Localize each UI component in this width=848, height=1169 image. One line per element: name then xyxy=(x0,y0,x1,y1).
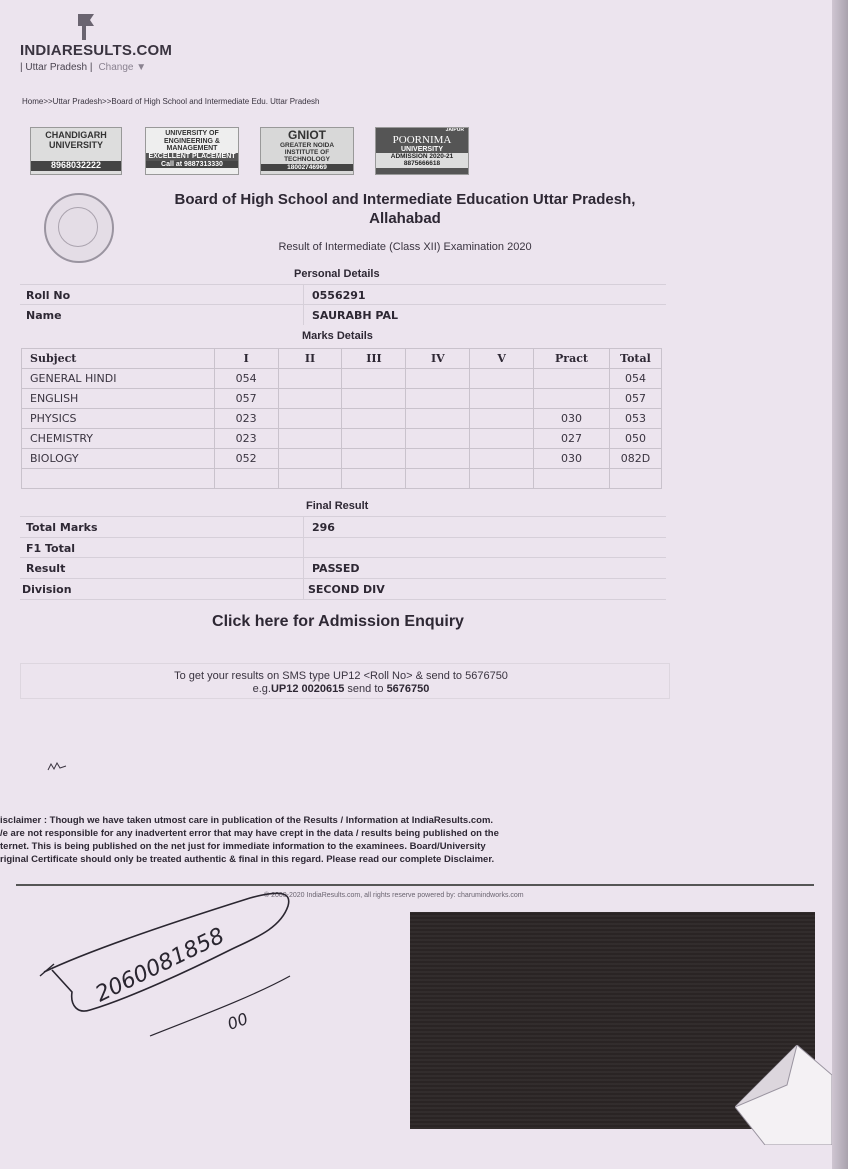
table-row xyxy=(22,449,662,469)
subject-cell: GENERAL HINDI xyxy=(22,369,215,389)
mark-iii-cell xyxy=(342,409,406,429)
pract-cell: 030 xyxy=(534,409,610,429)
division-label: Division xyxy=(22,583,72,596)
sms-example-code: UP12 0020615 xyxy=(270,683,345,695)
mark-iv-cell xyxy=(406,449,470,469)
disclaimer-text xyxy=(0,814,600,866)
ad-phone: 18002746969 xyxy=(261,164,353,171)
f1-total-label: F1 Total xyxy=(26,542,76,555)
col-pract: Pract xyxy=(534,349,610,369)
mark-v-cell xyxy=(470,449,534,469)
ad-text: ENGINEERING & xyxy=(163,137,220,145)
f1-total-row xyxy=(20,537,666,558)
breadcrumb[interactable]: Home>>Uttar Pradesh>>Board of High School and Intermediate Edu. Uttar Pradesh xyxy=(22,97,320,106)
col-iii: III xyxy=(342,349,406,369)
mark-ii-cell xyxy=(278,389,342,409)
col-ii: II xyxy=(278,349,342,369)
marks-table xyxy=(21,348,662,489)
ad-text: INSTITUTE OF xyxy=(284,149,330,157)
pract-cell: 030 xyxy=(534,449,610,469)
ad-text: TECHNOLOGY xyxy=(284,156,330,164)
sms-info-box xyxy=(20,663,670,699)
final-result-heading: Final Result xyxy=(306,500,369,512)
table-row-empty xyxy=(22,469,662,489)
result-value: PASSED xyxy=(312,562,360,575)
result-row xyxy=(20,557,666,578)
ad-banner-gniot[interactable] xyxy=(260,127,354,175)
site-logo[interactable]: INDIARESULTS.COM xyxy=(20,42,173,59)
folded-paper-corner-icon xyxy=(735,1045,832,1145)
mark-v-cell xyxy=(470,429,534,449)
pract-cell: 027 xyxy=(534,429,610,449)
board-title-line1: Board of High School and Intermediate Education Uttar Pradesh, xyxy=(174,191,636,208)
mark-iv-cell xyxy=(406,389,470,409)
ad-text: UNIVERSITY OF xyxy=(165,130,219,137)
ad-banner-uem[interactable] xyxy=(145,127,239,175)
mark-v-cell xyxy=(470,409,534,429)
sms-example-mid: send to xyxy=(344,683,387,695)
mark-i-cell: 054 xyxy=(214,369,278,389)
mark-ii-cell xyxy=(278,449,342,469)
ad-text: EXCELLENT PLACEMENT xyxy=(146,153,238,161)
handwritten-mark: 00 xyxy=(224,1008,251,1034)
empty-cell xyxy=(22,469,215,489)
sms-example xyxy=(21,683,661,695)
subject-cell: CHEMISTRY xyxy=(22,429,215,449)
ad-text: UNIVERSITY xyxy=(48,139,103,150)
roll-label: Roll No xyxy=(26,289,71,302)
ad-text: POORNIMA xyxy=(392,133,452,146)
ad-phone: 8968032222 xyxy=(31,161,121,171)
up-board-seal-icon xyxy=(44,193,114,263)
mark-i-cell: 052 xyxy=(214,449,278,469)
mark-iii-cell xyxy=(342,429,406,449)
empty-cell xyxy=(609,469,661,489)
pract-cell xyxy=(534,369,610,389)
empty-cell xyxy=(342,469,406,489)
total-cell: 057 xyxy=(609,389,661,409)
col-total: Total xyxy=(609,349,661,369)
mark-v-cell xyxy=(470,369,534,389)
mark-i-cell: 023 xyxy=(214,429,278,449)
ad-banner-chandigarh[interactable] xyxy=(30,127,122,175)
mark-v-cell xyxy=(470,389,534,409)
ad-text: JAIPUR xyxy=(445,127,464,133)
change-region-link[interactable]: Change ▼ xyxy=(98,62,147,73)
table-row xyxy=(22,369,662,389)
total-cell: 053 xyxy=(609,409,661,429)
personal-details-heading: Personal Details xyxy=(294,268,380,280)
mark-iv-cell xyxy=(406,369,470,389)
mark-ii-cell xyxy=(278,409,342,429)
site-logo-icon xyxy=(76,12,96,42)
col-v: V xyxy=(470,349,534,369)
name-label: Name xyxy=(26,309,62,322)
col-subject: Subject xyxy=(22,349,215,369)
ad-text: GREATER NOIDA xyxy=(279,142,335,150)
mark-i-cell: 023 xyxy=(214,409,278,429)
name-value: SAURABH PAL xyxy=(312,309,399,322)
table-row xyxy=(22,409,662,429)
disclaimer-line: riginal Certificate should only be treated authentic & final in this regard. Please read our complete Disclaimer. xyxy=(0,854,495,865)
division-value: SECOND DIV xyxy=(308,583,385,596)
marks-header-row xyxy=(22,349,662,369)
sms-example-prefix: e.g. xyxy=(252,683,271,695)
empty-cell xyxy=(214,469,278,489)
mark-iii-cell xyxy=(342,389,406,409)
total-marks-value: 296 xyxy=(312,521,335,534)
total-cell: 082D xyxy=(609,449,661,469)
col-iv: IV xyxy=(406,349,470,369)
division-row xyxy=(20,578,666,600)
ad-text: GNIOT xyxy=(288,128,326,142)
disclaimer-line: ternet. This is being published on the net just for immediate information to the examinees. Board/University xyxy=(0,841,486,852)
board-title-line2: Allahabad xyxy=(369,210,441,227)
sms-instructions: To get your results on SMS type UP12 <Roll No> & send to 5676750 xyxy=(174,670,508,682)
subject-cell: PHYSICS xyxy=(22,409,215,429)
ad-phone: 8875666618 xyxy=(376,160,468,167)
ad-text: MANAGEMENT xyxy=(166,145,218,153)
page-edge-shadow xyxy=(832,0,848,1169)
subject-cell: ENGLISH xyxy=(22,389,215,409)
pen-tick-mark-icon xyxy=(46,760,70,774)
table-row xyxy=(22,389,662,409)
mark-iii-cell xyxy=(342,369,406,389)
empty-cell xyxy=(406,469,470,489)
mark-iv-cell xyxy=(406,429,470,449)
mark-iii-cell xyxy=(342,449,406,469)
subject-cell: BIOLOGY xyxy=(22,449,215,469)
empty-cell xyxy=(470,469,534,489)
ad-phone: Call at 9887313330 xyxy=(146,161,238,169)
copyright-text: © 2000-2020 IndiaResults.com, all rights reserve powered by: charumindworks.com xyxy=(264,892,524,899)
mark-ii-cell xyxy=(278,429,342,449)
admission-enquiry-link[interactable]: Click here for Admission Enquiry xyxy=(212,613,464,630)
ad-text: ADMISSION 2020-21 xyxy=(376,153,468,160)
marks-details-heading: Marks Details xyxy=(302,330,373,342)
empty-cell xyxy=(278,469,342,489)
roll-number-row xyxy=(20,284,666,305)
disclaimer-line: /e are not responsible for any inadvertent error that may have crept in the data / results being published on the xyxy=(0,828,499,839)
sms-example-number: 5676750 xyxy=(386,683,430,695)
roll-value: 0556291 xyxy=(312,289,366,302)
handwritten-number-annotation xyxy=(30,880,320,1040)
exam-title: Result of Intermediate (Class XII) Examination 2020 xyxy=(278,241,532,253)
name-row xyxy=(20,304,666,325)
total-marks-label: Total Marks xyxy=(26,521,98,534)
table-row xyxy=(22,429,662,449)
ad-text: UNIVERSITY xyxy=(400,145,443,153)
total-cell: 054 xyxy=(609,369,661,389)
disclaimer-line: isclaimer : Though we have taken utmost care in publication of the Results / Information at IndiaResults.com. xyxy=(0,815,494,826)
region-selector xyxy=(20,62,146,73)
mark-ii-cell xyxy=(278,369,342,389)
total-marks-row xyxy=(20,516,666,537)
mark-i-cell: 057 xyxy=(214,389,278,409)
col-i: I xyxy=(214,349,278,369)
board-title xyxy=(160,190,650,228)
result-label: Result xyxy=(26,562,66,575)
region-name: | Uttar Pradesh | xyxy=(20,62,93,73)
empty-cell xyxy=(534,469,610,489)
handwritten-number: 2060081858 xyxy=(91,923,229,1008)
total-cell: 050 xyxy=(609,429,661,449)
ad-text: CHANDIGARH xyxy=(45,130,107,140)
mark-iv-cell xyxy=(406,409,470,429)
ad-banner-poornima[interactable] xyxy=(375,127,469,175)
pract-cell xyxy=(534,389,610,409)
